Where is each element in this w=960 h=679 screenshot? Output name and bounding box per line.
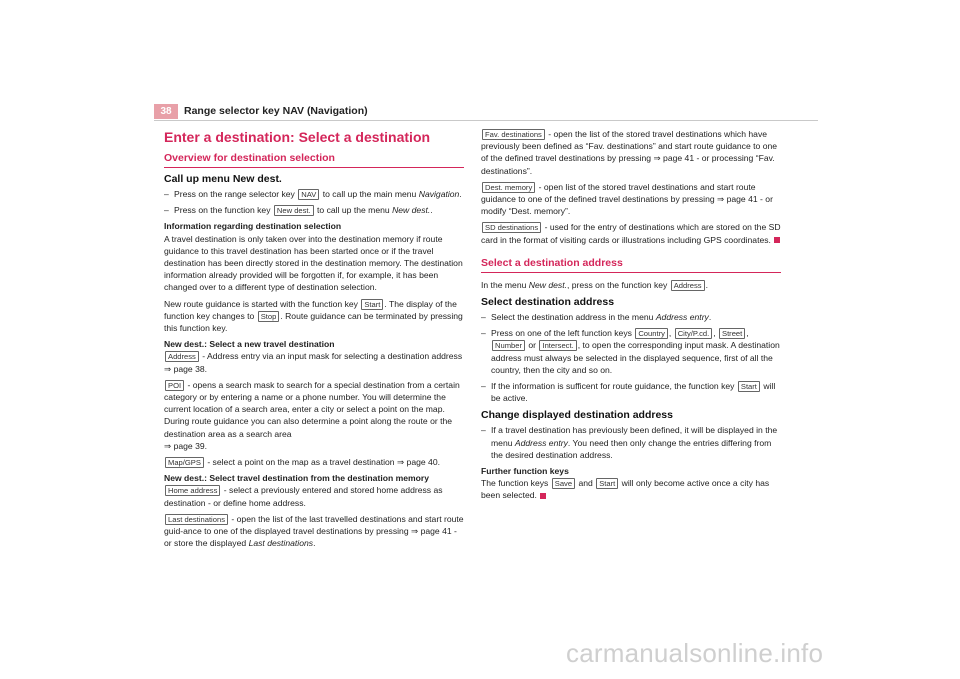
start-key-right: Start (738, 381, 760, 392)
right-column (481, 128, 781, 506)
map-gps-item: Map/GPS - select a point on the map as a travel destination ⇒ page 40. (164, 456, 464, 468)
stop-key: Stop (258, 311, 280, 322)
further-keys-paragraph: The function keys Save and Start will only become active once a city has been selected. (481, 478, 770, 501)
new-dest-heading: New dest.: Select a new travel destination (164, 339, 335, 350)
left-column (164, 128, 464, 553)
start-key-further: Start (596, 478, 618, 489)
dest-memory-item: Dest. memory - open list of the stored travel destinations and start route guidance to one of the defined travel destinations by pressing ⇒ page 41 - or modify “Dest. memory”. (481, 181, 773, 217)
last-destinations-item: Last destinations - open the list of the last travelled destinations and start route guid-ance to one of the displayed travel destinations by pressing ⇒ page 41 - or store the displayed Last destinations. (164, 513, 464, 549)
intersect-key: Intersect. (539, 340, 576, 351)
save-key: Save (552, 478, 575, 489)
end-of-section-icon (774, 237, 780, 243)
city-postcode-key: City/P.cd. (675, 328, 713, 339)
nav-key: NAV (298, 189, 319, 200)
intro-paragraph: In the menu New dest., press on the function key Address . (481, 279, 708, 290)
step-select-address: – Select the destination address in the menu Address entry. (481, 312, 712, 323)
step-change-address: – If a travel destination has previously been defined, it will be displayed in the menu Address entry. You need then only change the entries differing from the desired destination address. (481, 425, 778, 460)
step-press-new-dest: – Press on the function key New dest. to call up the menu New dest.. (164, 205, 433, 216)
sd-destinations-item: SD destinations - used for the entry of destinations which are stored on the SD card in the format of visiting cards or illustrations including GPS coordinates. (481, 222, 781, 245)
memory-heading: New dest.: Select travel destination from the destination memory (164, 473, 430, 484)
home-address-key: Home address (165, 485, 220, 496)
number-key: Number (492, 340, 525, 351)
step-start-active: – If the information is sufficent for route guidance, the function key Start will be active. (481, 381, 776, 404)
step-press-nav: – Press on the range selector key NAV to call up the main menu Navigation. (164, 189, 462, 199)
address-key-right: Address (671, 280, 705, 291)
running-header: Range selector key NAV (Navigation) (184, 105, 368, 117)
address-key: Address (165, 351, 199, 362)
chapter-title: Enter a destination: Select a destination (164, 129, 431, 145)
page-number: 38 (154, 104, 178, 119)
select-address-heading: Select destination address (481, 296, 615, 309)
poi-key: POI (165, 380, 184, 391)
dest-memory-key: Dest. memory (482, 182, 535, 193)
watermark: carmanualsonline.info (566, 638, 824, 668)
change-address-heading: Change displayed destination address (481, 409, 673, 422)
country-key: Country (635, 328, 668, 339)
fav-destinations-key: Fav. destinations (482, 129, 545, 140)
end-of-section-icon (540, 493, 546, 499)
fav-destinations-item: Fav. destinations - open the list of the stored travel destinations which have previously been defined as “Fav. destinations” and start route guidance to one of the defined travel destinations by pressing ⇒ page 41 - or processing “Fav. destinations”. (481, 129, 778, 176)
address-item: Address - Address entry via an input mask for selecting a destination address ⇒ page 38. (164, 351, 463, 374)
poi-item: POI - opens a search mask to search for a special destination from a certain category or by entering a name or a phone number. You will determine the current location of a search area, enter a city or select a point on the map. During route guidance you can also determine a point along the route or the destination area as a search area ⇒ page 39. (164, 379, 460, 451)
route-paragraph: New route guidance is started with the function key Start . The display of the function key changes to Stop . Route guidance can be terminated by pressing this function key. (164, 298, 463, 334)
street-key: Street (719, 328, 745, 339)
subheading-call-up-menu: Call up menu New dest. (164, 173, 282, 185)
sd-destinations-key: SD destinations (482, 222, 541, 233)
start-key: Start (361, 299, 383, 310)
map-gps-key: Map/GPS (165, 457, 204, 468)
header-rule (154, 120, 818, 121)
section-heading-overview: Overview for destination selection (164, 151, 464, 168)
section-heading-select-address: Select a destination address (481, 256, 781, 273)
info-paragraph: A travel destination is only taken over into the destination memory if route guidance to this travel destination has been started once or if the travel destination has been directly stored in the destination memory. The destination information already provided will be forgotten if, for example, it has been changed over to a different type of destination selection. (164, 233, 463, 293)
step-press-left-keys: – Press on one of the left function keys Country , City/P.cd. , Street , Number or Intersect. , to open the corresponding input mask. A destination address must always be selected in the displayed sequence, first of all the country, then the city and so on. (481, 328, 780, 375)
home-address-item: Home address - select a previously entered and stored home address as destination - or define home address. (164, 485, 443, 508)
last-destinations-key: Last destinations (165, 514, 228, 525)
info-heading: Information regarding destination selection (164, 221, 342, 232)
further-keys-heading: Further function keys (481, 466, 569, 477)
new-dest-key: New dest. (274, 205, 314, 216)
